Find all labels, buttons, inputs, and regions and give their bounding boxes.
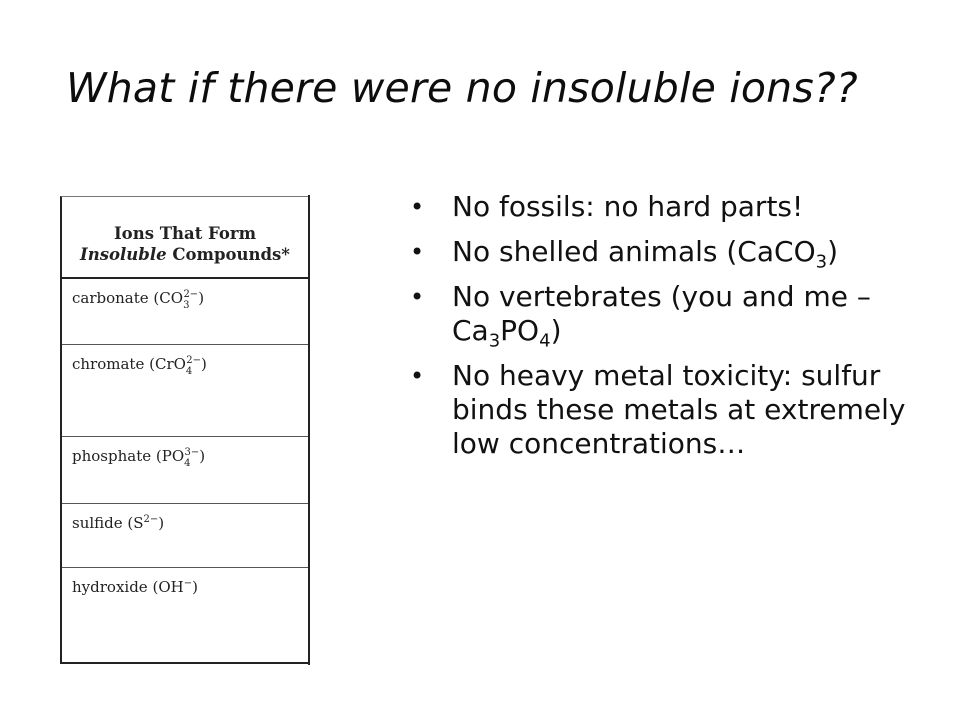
bullet-text-mid: PO [500,314,540,347]
ion-formula: CO [159,289,184,307]
table-header-line2 [62,244,308,265]
ion-close-paren: ) [192,578,198,596]
bullet-marker: • [410,193,425,221]
bullet-marker: • [410,283,425,311]
ion-name: phosphate [72,447,152,465]
ion-formula: PO [161,447,185,465]
bullet-text: No vertebrates (you and me – Ca [452,280,871,347]
slide-title: What if there were no insoluble ions?? [66,64,858,112]
bullet-text-end: ) [827,235,838,268]
ion-charge: 2− [186,355,202,366]
ion-entry: sulfide $(S^{2-})$ [72,514,165,532]
ion-formula: OH [158,578,184,596]
ion-formula-subscript: 4 [184,458,191,469]
table-row-phosphate [62,437,308,504]
formula-subscript: 3 [815,251,828,273]
bullet-text: No fossils: no hard parts! [452,190,804,223]
bullet-list [410,190,920,472]
table-header-insoluble: Insoluble [80,245,167,264]
ion-close-paren: ) [199,447,206,465]
formula-subscript: 4 [539,330,551,352]
ion-charge: 3− [184,447,200,458]
bullet-text: No shelled animals (CaCO [452,235,816,268]
table-row-hydroxide [62,568,308,663]
bullet-marker: • [410,362,425,390]
bullet-item [410,280,920,352]
bullet-item [410,359,920,461]
ion-close-paren: ) [201,355,207,373]
insoluble-ions-table-image [60,196,310,664]
ion-entry: chromate (CrO$_4^{2-}$) [72,355,207,377]
table-header [62,197,308,279]
ion-charge: − [183,578,193,589]
ion-close-paren: ) [158,514,165,532]
ion-formula: CrO [154,355,186,373]
ion-name: hydroxide [72,578,148,596]
ion-formula: S [133,514,144,532]
table-header-compounds: Compounds* [166,245,290,264]
bullet-marker: • [410,238,425,266]
ion-formula-subscript: 4 [185,366,193,377]
table-row-sulfide [62,504,308,568]
ion-name: carbonate [72,289,149,307]
table-row-carbonate [62,279,308,345]
ion-close-paren: ) [198,289,205,307]
bullet-text-end: ) [550,314,562,347]
ion-charge: 2− [143,514,159,525]
bullet-text: No heavy metal toxicity: sulfur binds these metals at extremely low concentrations… [452,359,906,460]
ion-entry: phosphate $(PO_4^{3-})$ [72,447,206,469]
bullet-item [410,190,920,224]
ion-formula-subscript: 3 [183,300,190,311]
table-row-chromate [62,345,308,437]
table-header-line1: Ions That Form [113,224,257,243]
ion-name: sulfide [72,514,123,532]
bullet-item [410,235,920,273]
formula-subscript: 3 [488,330,501,352]
ion-entry: hydroxide (OH−) [72,578,198,596]
ion-charge: 2− [183,289,199,300]
ion-name: chromate [72,355,145,373]
ion-entry: carbonate $(CO_3^{2-})$ [72,289,205,311]
